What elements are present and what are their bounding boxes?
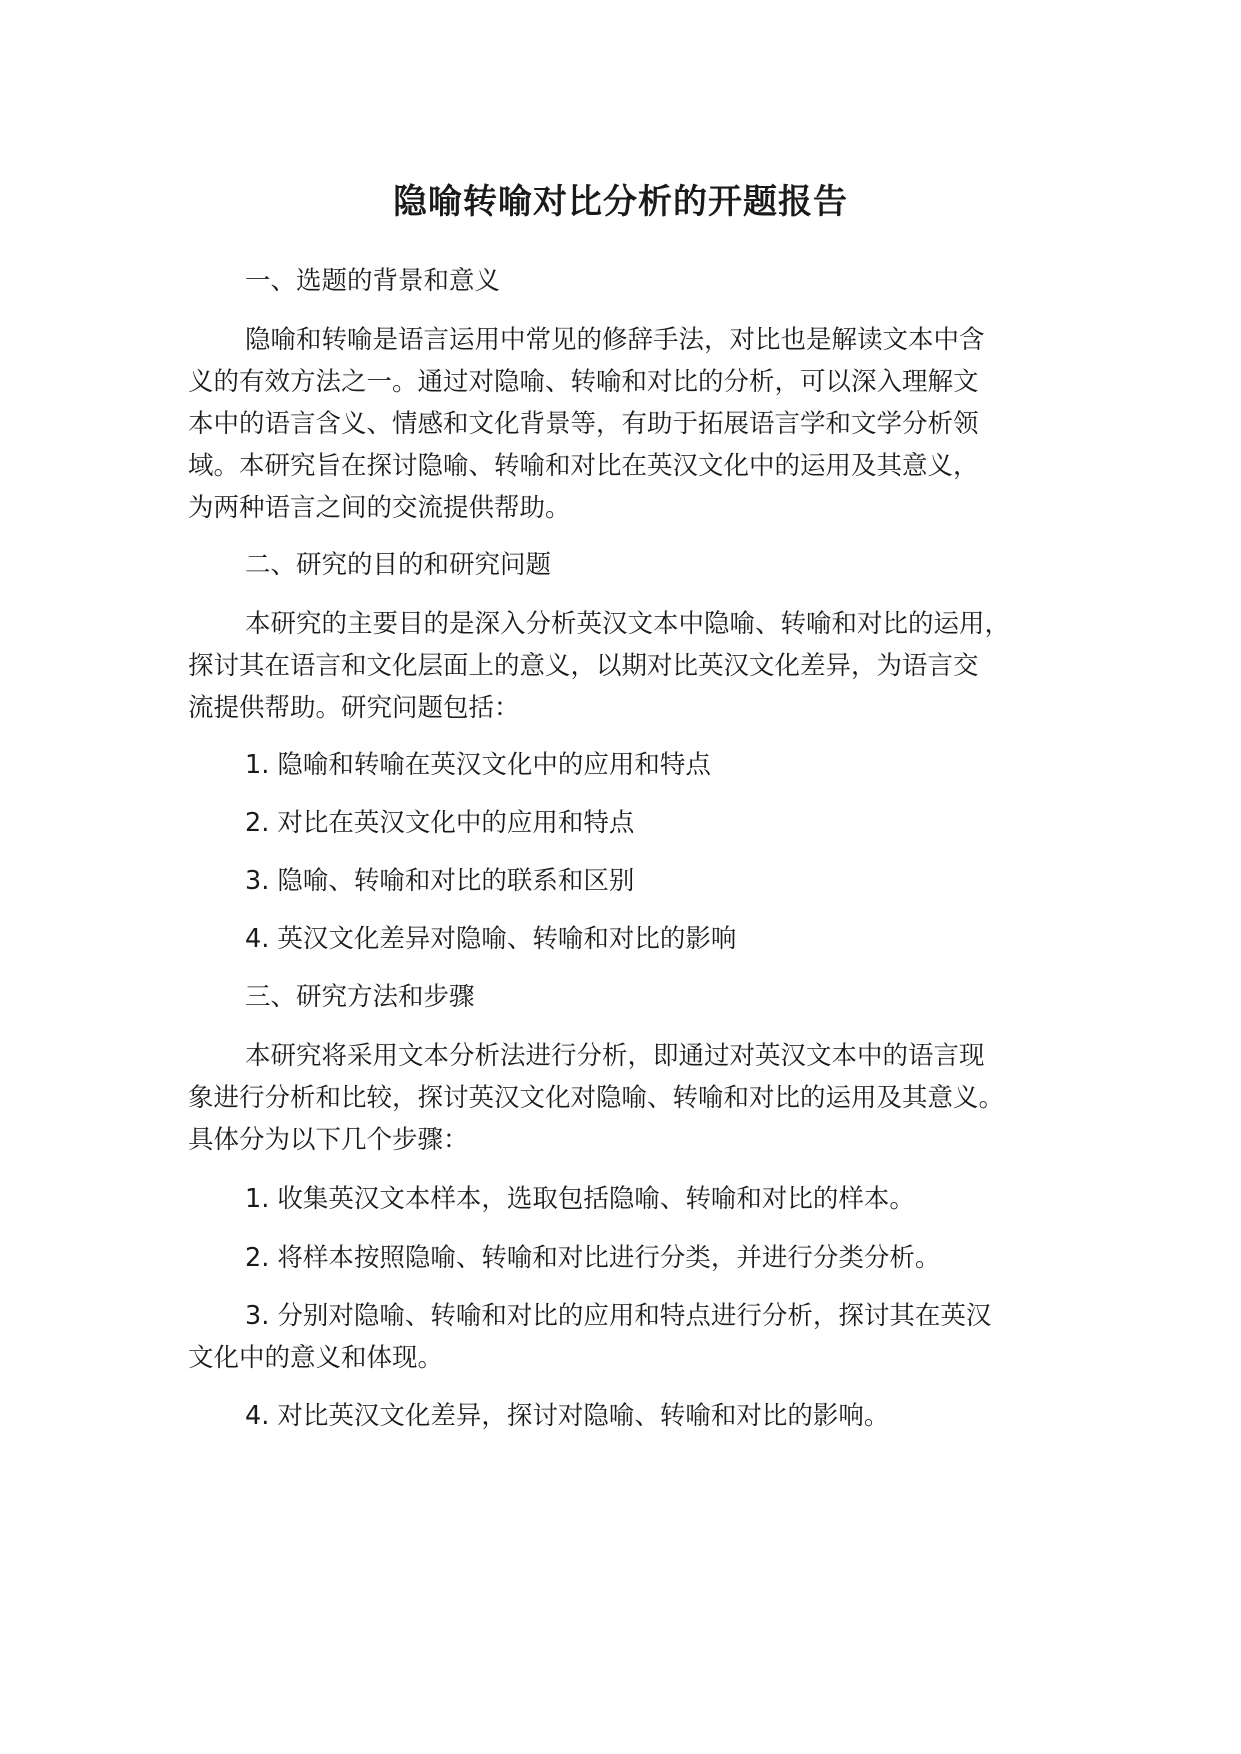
- list-item: 3. 隐喻、转喻和对比的联系和区别: [245, 866, 635, 896]
- step-item: 3. 分别对隐喻、转喻和对比的应用和特点进行分析，探讨其在英汉: [245, 1301, 992, 1331]
- paragraph-line: 流提供帮助。研究问题包括：: [188, 693, 520, 723]
- step-item-continuation: 文化中的意义和体现。: [188, 1343, 444, 1373]
- step-item: 2. 将样本按照隐喻、转喻和对比进行分类，并进行分类分析。: [245, 1243, 941, 1273]
- paragraph-line: 探讨其在语言和文化层面上的意义，以期对比英汉文化差异，为语言交: [188, 651, 979, 681]
- paragraph-line: 域。本研究旨在探讨隐喻、转喻和对比在英汉文化中的运用及其意义，: [188, 451, 979, 481]
- paragraph-line: 本中的语言含义、情感和文化背景等，有助于拓展语言学和文学分析领: [188, 409, 979, 439]
- step-item: 1. 收集英汉文本样本，选取包括隐喻、转喻和对比的样本。: [245, 1184, 915, 1214]
- paragraph-line: 本研究的主要目的是深入分析英汉文本中隐喻、转喻和对比的运用，: [245, 609, 1011, 639]
- paragraph-line: 为两种语言之间的交流提供帮助。: [188, 493, 571, 523]
- paragraph-line: 象进行分析和比较，探讨英汉文化对隐喻、转喻和对比的运用及其意义。: [188, 1083, 1005, 1113]
- document-title: 隐喻转喻对比分析的开题报告: [393, 182, 848, 222]
- section-heading: 一、选题的背景和意义: [245, 266, 501, 296]
- list-item: 1. 隐喻和转喻在英汉文化中的应用和特点: [245, 750, 711, 780]
- paragraph-line: 本研究将采用文本分析法进行分析，即通过对英汉文本中的语言现: [245, 1041, 985, 1071]
- section-heading: 二、研究的目的和研究问题: [245, 550, 552, 580]
- paragraph-line: 义的有效方法之一。通过对隐喻、转喻和对比的分析，可以深入理解文: [188, 367, 979, 397]
- list-item: 2. 对比在英汉文化中的应用和特点: [245, 808, 635, 838]
- step-item: 4. 对比英汉文化差异，探讨对隐喻、转喻和对比的影响。: [245, 1401, 890, 1431]
- paragraph-line: 具体分为以下几个步骤：: [188, 1125, 469, 1155]
- list-item: 4. 英汉文化差异对隐喻、转喻和对比的影响: [245, 924, 737, 954]
- paragraph-line: 隐喻和转喻是语言运用中常见的修辞手法，对比也是解读文本中含: [245, 325, 985, 355]
- section-heading: 三、研究方法和步骤: [245, 982, 475, 1012]
